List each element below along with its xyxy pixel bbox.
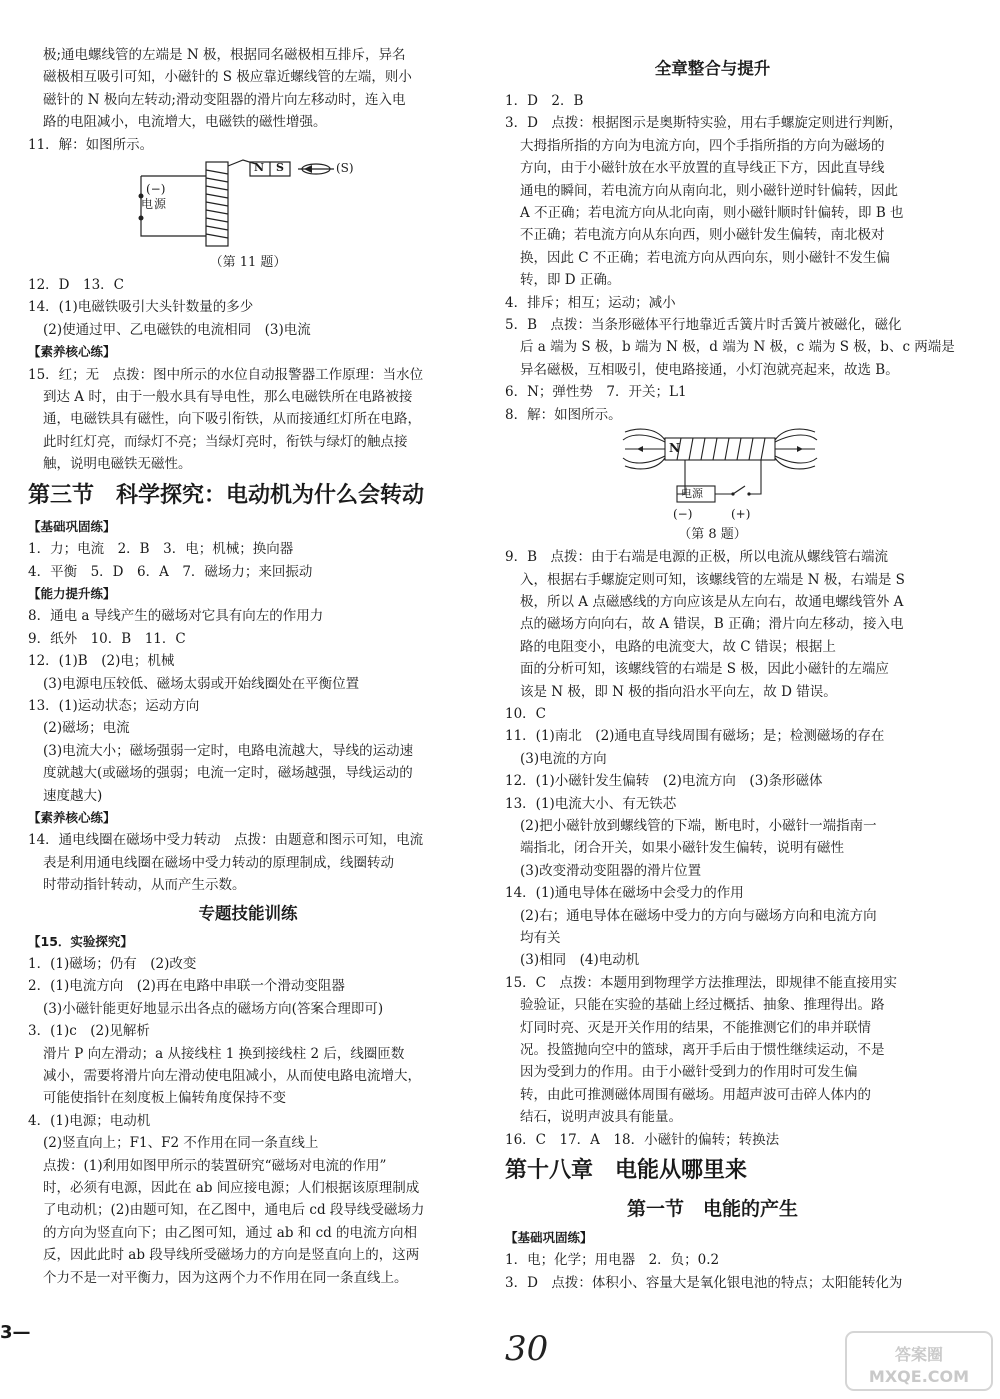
solenoid-field-diagram — [505, 426, 920, 526]
text-line: 的方向为竖直向下；由乙图可知，通过 ab 和 cd 的电流方向相 — [43, 1224, 418, 1241]
text-line: 1．D 2．B — [505, 93, 584, 109]
page-number: 3— — [0, 1322, 31, 1343]
power-minus-label: (−) — [673, 507, 693, 522]
text-line: 9．纸外 10．B 11．C — [28, 630, 186, 647]
text-line: 转，由此可推测磁体周围有磁场。用超声波可击碎人体内的 — [520, 1086, 871, 1103]
power-minus-label: (−) — [146, 182, 166, 197]
text-line: 触，说明电磁铁无磁性。 — [43, 456, 192, 473]
text-line: A 不正确；若电流方向从北向南，则小磁针顺时针偏转，即 B 也 — [520, 205, 904, 222]
text-line: 因为受到力的作用。由于小磁针受到力的作用时可发生偏 — [520, 1064, 858, 1081]
magnet-n-label: N — [254, 161, 265, 175]
section-title: 第三节 科学探究：电动机为什么会转动 — [28, 482, 425, 508]
watermark-text: 答案圈 — [894, 1345, 944, 1364]
text-line: 时带动指针转动，从而产生示数。 — [43, 877, 246, 894]
power-plus-label: (+) — [731, 507, 751, 522]
text-line: 11．(1)南北 (2)通电直导线周围有磁场；是；检测磁场的存在 — [505, 728, 885, 745]
text-line: (3)小磁针能更好地显示出各点的磁场方向(答案合理即可) — [43, 1000, 384, 1017]
text-line: 13．(1)电流大小、有无铁芯 — [505, 795, 677, 812]
figure-11 — [28, 156, 468, 274]
text-line: 减小，需要将滑片向左滑动使电阻减小，从而使电路电流增大， — [43, 1068, 421, 1085]
section-tag: 【素养核心练】 — [28, 344, 116, 360]
text-line: (3)改变滑动变阻器的滑片位置 — [520, 862, 702, 879]
text-line: 可能使指针在刻度板上偏转角度保持不变 — [43, 1090, 286, 1107]
text-line: (3)电流的方向 — [520, 750, 607, 767]
chapter-review-title: 全章整合与提升 — [654, 59, 771, 78]
page-number-value: 3 — [0, 1322, 13, 1343]
intro-paragraph — [28, 44, 468, 134]
text-line: 3．(1)c (2)见解析 — [28, 1023, 150, 1040]
text-line: 此时红灯亮，而绿灯不亮；当绿灯亮时，衔铁与绿灯的触点接 — [43, 433, 408, 450]
solenoid-n-label: N — [669, 441, 680, 456]
section-tag: 【能力提升练】 — [28, 585, 116, 601]
text-line: 点的磁场方向向右，故 A 错误，B 正确；滑片向左移动，接入电 — [520, 616, 904, 633]
text-line: (2)磁场；电流 — [43, 720, 130, 737]
text-line: 端指北，闭合开关，如果小磁针发生偏转，说明有磁性 — [520, 840, 844, 857]
section-tag: 【15．实验探究】 — [28, 933, 133, 949]
text-line: 该是 N 极，即 N 极的指向沿水平向左，故 D 错误。 — [520, 683, 837, 700]
text-line: 度就越大(或磁场的强弱；电流一定时，磁场越强，导线运动的 — [43, 765, 413, 782]
chapter-title: 第十八章 电能从哪里来 — [505, 1158, 748, 1184]
figure-caption: （第 11 题） — [209, 255, 287, 271]
text-line: 14．(1)通电导体在磁场中会受力的作用 — [505, 885, 744, 902]
text-line: 5．B 点拨：当条形磁体平行地靠近舌簧片时舌簧片被磁化，磁化 — [505, 317, 902, 334]
text-line: (3)电源电压较低、磁场太弱或开始线圈处在平衡位置 — [43, 675, 360, 692]
magnet-s-label: S — [276, 161, 284, 175]
watermark-logo — [844, 1330, 994, 1392]
answer-14: 14．(1)电磁铁吸引大头针数量的多少 — [28, 299, 254, 316]
text-line: 均有关 — [520, 930, 561, 946]
text-line: 通电的瞬间，若电流方向从南向北，则小磁针逆时针偏转，因此 — [520, 182, 898, 199]
text-line: 表是利用通电线圈在磁场中受力转动的原理制成，线圈转动 — [43, 854, 394, 871]
text-line: 异名磁极，互相吸引，使电路接通，小灯泡就亮起来，故选 B。 — [520, 361, 899, 378]
text-line: 6．N；弹性势 7．开关；L1 — [505, 384, 687, 401]
text-line: 后 a 端为 S 极，b 端为 N 极，d 端为 N 极，c 端为 S 极，b、c 两端是 — [520, 339, 955, 356]
text-line: 结石，说明声波具有能量。 — [520, 1109, 682, 1126]
watermark-url: MXQE.COM — [868, 1367, 970, 1386]
answer-14-cont: (2)使通过甲、乙电磁铁的电流相同 (3)电流 — [43, 321, 311, 338]
text-line: (2)右；通电导体在磁场中受力的方向与磁场方向和电流方向 — [520, 907, 877, 924]
text-line: 路的电阻变小，电路的电流变大，故 C 错误；根据上 — [520, 638, 836, 655]
text-line: 15．红；无 点拨：图中所示的水位自动报警器工作原理：当水位 — [28, 366, 424, 383]
power-label: 电 — [141, 197, 154, 212]
figure-8 — [505, 426, 920, 546]
answer-12-13: 12．D 13．C — [28, 277, 125, 294]
text-line: 13．(1)运动状态；运动方向 — [28, 697, 200, 714]
compass-s-label: (S) — [336, 161, 354, 176]
right-column — [505, 44, 955, 1294]
text-line: 不正确；若电流方向从东向西，则小磁针发生偏转，南北极对 — [520, 227, 885, 244]
text-line: (3)电流大小；磁场强弱一定时，电路电流越大，导线的运动速 — [43, 742, 414, 759]
section-title: 第一节 电能的产生 — [626, 1198, 798, 1221]
text-line: 方向，由于小磁针放在水平放置的直导线正下方，因此直导线 — [520, 160, 885, 177]
handwritten-number: 30 — [505, 1329, 549, 1369]
text-line: 点拨：(1)利用如图甲所示的装置研究“磁场对电流的作用” — [43, 1157, 387, 1174]
text-line: 个力不是一对平衡力，因为这两个力不作用在同一条直线上。 — [43, 1269, 408, 1286]
text-line: 验验证，只能在实验的基础上经过概括、抽象、推理得出。路 — [520, 997, 885, 1014]
text-line: 极;通电螺线管的左端是 N 极，根据同名磁极相互排斥，异名 — [43, 47, 406, 63]
answer-11: 11．解：如图所示。 — [28, 136, 154, 153]
text-line: 1．力；电流 2．B 3．电；机械；换向器 — [28, 541, 294, 558]
power-label-2: 源 — [154, 197, 167, 212]
subsection-title: 专题技能训练 — [198, 903, 298, 923]
text-line: 9．B 点拨：由于右端是电源的正极，所以电流从螺线管右端流 — [505, 549, 889, 566]
text-line: 了电动机；(2)由题可知，在乙图中，通电后 cd 段导线受磁场力 — [43, 1202, 425, 1219]
text-line: 2．(1)电流方向 (2)再在电路中串联一个滑动变阻器 — [28, 978, 345, 995]
text-line: 8．通电 a 导线产生的磁场对它具有向左的作用力 — [28, 608, 324, 625]
text-line: 入，根据右手螺旋定则可知，该螺线管的左端是 N 极，右端是 S — [520, 571, 905, 588]
text-line: 15．C 点拨：本题用到物理学方法推理法，即规律不能直接用实 — [505, 974, 898, 991]
text-line: 8．解：如图所示。 — [505, 406, 622, 423]
text-line: 灯同时亮、灭是开关作用的结果，不能推测它们的串并联情 — [520, 1019, 871, 1036]
power-label: 电源 — [681, 487, 703, 501]
text-line: 1．电；化学；用电器 2．负；0.2 — [505, 1252, 720, 1269]
text-line: 面的分析可知，该螺线管的右端是 S 极，因此小磁针的左端应 — [520, 661, 889, 678]
text-line: (2)把小磁针放到螺线管的下端，断电时，小磁针一端指南一 — [520, 817, 877, 834]
text-line: 大拇指所指的方向为电流方向，四个手指所指的方向为磁场的 — [520, 137, 885, 154]
text-line: 况。投篮抛向空中的篮球，离开手后由于惯性继续运动，不是 — [520, 1042, 885, 1059]
text-line: 16．C 17．A 18．小磁针的偏转；转换法 — [505, 1131, 780, 1148]
text-line: 12．(1)小磁针发生偏转 (2)电流方向 (3)条形磁体 — [505, 773, 823, 790]
text-line: 3．D 点拨：体积小、容量大是氧化银电池的特点；太阳能转化为 — [505, 1274, 903, 1291]
text-line: 极，所以 A 点磁感线的方向应该是从左向右，故通电螺线管外 A — [520, 593, 904, 610]
text-line: 10．C — [505, 705, 547, 722]
text-line: 4．平衡 5．D 6．A 7．磁场力；来回振动 — [28, 563, 313, 580]
text-line: 磁针的 N 极向左转动;滑动变阻器的滑片向左移动时，连入电 — [43, 91, 406, 108]
text-line: 速度越大) — [43, 787, 103, 804]
left-column — [28, 44, 468, 1289]
text-line: 滑片 P 向左滑动；a 从接线柱 1 换到接线柱 2 后，线圈匝数 — [43, 1045, 405, 1062]
text-line: (2)竖直向上；F1、F2 不作用在同一条直线上 — [43, 1135, 319, 1152]
text-line: 12．(1)B (2)电；机械 — [28, 653, 175, 670]
text-line: 通，电磁铁具有磁性，向下吸引衔铁，从而接通红灯所在电路， — [43, 411, 421, 428]
text-line: 换，因此 C 不正确；若电流方向从西向东，则小磁针不发生偏 — [520, 249, 890, 266]
text-line: 转，即 D 正确。 — [520, 272, 621, 289]
text-line: 1．(1)磁场；仍有 (2)改变 — [28, 956, 197, 972]
text-line: 3．D 点拨：根据图示是奥斯特实验，用右手螺旋定则进行判断， — [505, 115, 903, 132]
text-line: (3)相同 (4)电动机 — [520, 952, 640, 969]
solenoid-circuit-diagram — [28, 156, 468, 252]
answer-15 — [28, 364, 468, 476]
text-line: 14．通电线圈在磁场中受力转动 点拨：由题意和图示可知，电流 — [28, 832, 424, 849]
section-tag: 【素养核心练】 — [28, 809, 116, 825]
text-line: 4．(1)电源；电动机 — [28, 1112, 151, 1129]
text-line: 4．排斥；相互；运动；减小 — [505, 294, 676, 311]
text-line: 时，必须有电源，因此在 ab 间应接电源；人们根据该原理制成 — [43, 1180, 420, 1197]
text-line: 磁极相互吸引可知，小磁针的 S 极应靠近螺线管的左端，则小 — [43, 69, 412, 86]
text-line: 路的电阻减小，电流增大，电磁铁的磁性增强。 — [43, 114, 327, 131]
section-tag: 【基础巩固练】 — [505, 1230, 593, 1246]
text-line: 到达 A 时，由于一般水具有导电性，那么电磁铁所在电路被接 — [43, 389, 413, 406]
text-line: 反，因此此时 ab 段导线所受磁场力的方向是竖直向上的，这两 — [43, 1247, 420, 1264]
figure-caption: （第 8 题） — [678, 527, 747, 543]
section-tag: 【基础巩固练】 — [28, 518, 116, 534]
